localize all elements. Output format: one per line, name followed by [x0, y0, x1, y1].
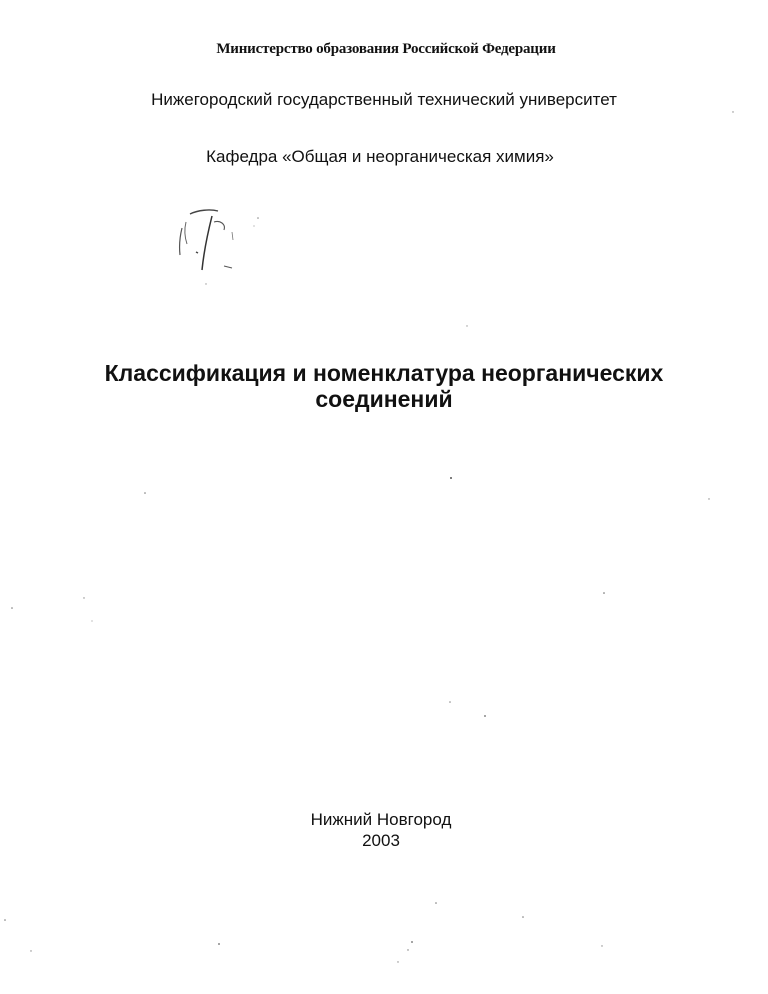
- ministry-name: Министерство образования Российской Федерации: [216, 41, 556, 57]
- handwritten-signature: [168, 200, 278, 295]
- department-name: Кафедра «Общая и неорганическая химия»: [206, 147, 554, 166]
- title-line-1: Классификация и номенклатура неорганических: [104, 360, 664, 386]
- university-name: Нижегородский государственный технический университет: [151, 90, 617, 109]
- title-line-2: соединений: [315, 386, 453, 412]
- publication-city: Нижний Новгород: [310, 810, 452, 829]
- document-title: [0, 360, 768, 412]
- publication-year: 2003: [362, 831, 400, 850]
